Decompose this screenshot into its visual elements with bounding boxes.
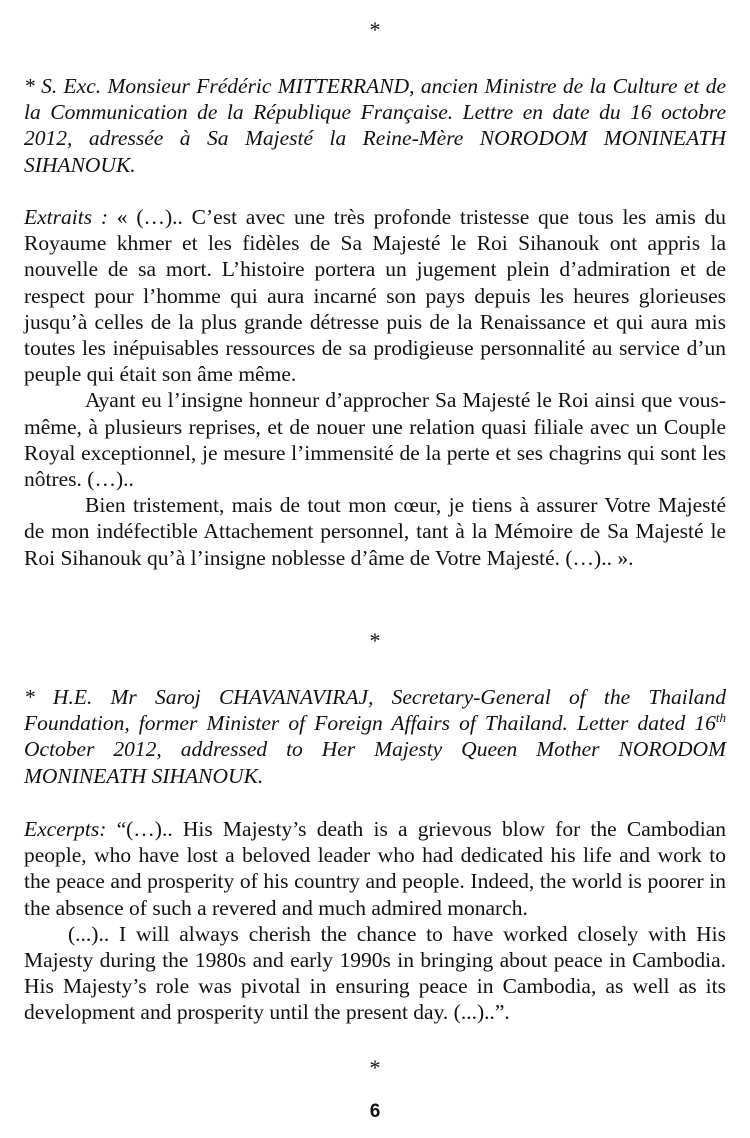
section2-body	[24, 816, 726, 1026]
section2-heading	[24, 684, 726, 789]
section1-paragraph-3: Bien tristement, mais de tout mon cœur, je tiens à assurer Votre Majesté de mon indéfectible Attachement personnel, tant à la Mémoire de Sa Majesté le Roi Sihanouk qu’à l’insigne noblesse d’âme de Votre Majesté. (…).. ».	[24, 493, 726, 570]
page-number: 6	[369, 1101, 381, 1122]
section1-label: Extraits :	[24, 205, 109, 229]
section1-paragraph-1-text: « (…).. C’est avec une très profonde tristesse que tous les amis du Royaume khmer et les fidèles de Sa Majesté le Roi Sihanouk ont appris la nouvelle de sa mort. L’histoire portera un jugement plein d’admiration et de respect pour l’homme qui aura incarné son pays depuis les heures glorieuses jusqu’à celles de la plus grande détresse puis de la Renaissance et qui aura mis toutes les inépuisables ressources de sa prodigieuse personnalité au service d’un peuple qui était son âme même.	[24, 205, 726, 387]
section2-heading-sup: th	[715, 710, 726, 726]
section2-heading-text-1: * H.E. Mr Saroj CHAVANAVIRAJ, Secretary-General of the Thailand Foundation, former Minister of Foreign Affairs of Thailand. Letter dated 16	[24, 685, 726, 736]
section2-paragraph-1-text: “(…).. His Majesty’s death is a grievous blow for the Cambodian people, who have lost a beloved leader who had dedicated his life and work to the peace and prosperity of his country and people. Indeed, the world is poorer in the absence of such a revered and much admired monarch.	[24, 817, 726, 920]
section1-body	[24, 204, 726, 571]
separator-bottom: *	[369, 1055, 381, 1080]
separator-top: *	[369, 17, 381, 42]
section2-heading-text-2: October 2012, addressed to Her Majesty Queen Mother NORODOM MONINEATH SIHANOUK.	[24, 737, 726, 788]
section2-label: Excerpts:	[24, 817, 107, 841]
section2-paragraph-2: (...).. I will always cherish the chance to have worked closely with His Majesty during the 1980s and early 1990s in bringing about peace in Cambodia. His Majesty’s role was pivotal in ensuring peace in Cambodia, as well as its development and prosperity until the present day. (...)..”.	[24, 921, 726, 1025]
section2-paragraph-1	[24, 816, 726, 921]
section1-paragraph-2: Ayant eu l’insigne honneur d’approcher Sa Majesté le Roi ainsi que vous-même, à plusieurs reprises, et de nouer une relation quasi filiale avec un Couple Royal exceptionnel, je mesure l’immensité de la perte et ses chagrins qui sont les nôtres. (…)..	[24, 388, 726, 492]
section1-paragraph-1	[24, 204, 726, 387]
section1-heading: * S. Exc. Monsieur Frédéric MITTERRAND, ancien Ministre de la Culture et de la Communication de la République Française. Lettre en date du 16 octobre 2012, adressée à Sa Majesté la Reine-Mère NORODOM MONINEATH SIHANOUK.	[24, 74, 726, 177]
separator-middle: *	[369, 628, 381, 653]
